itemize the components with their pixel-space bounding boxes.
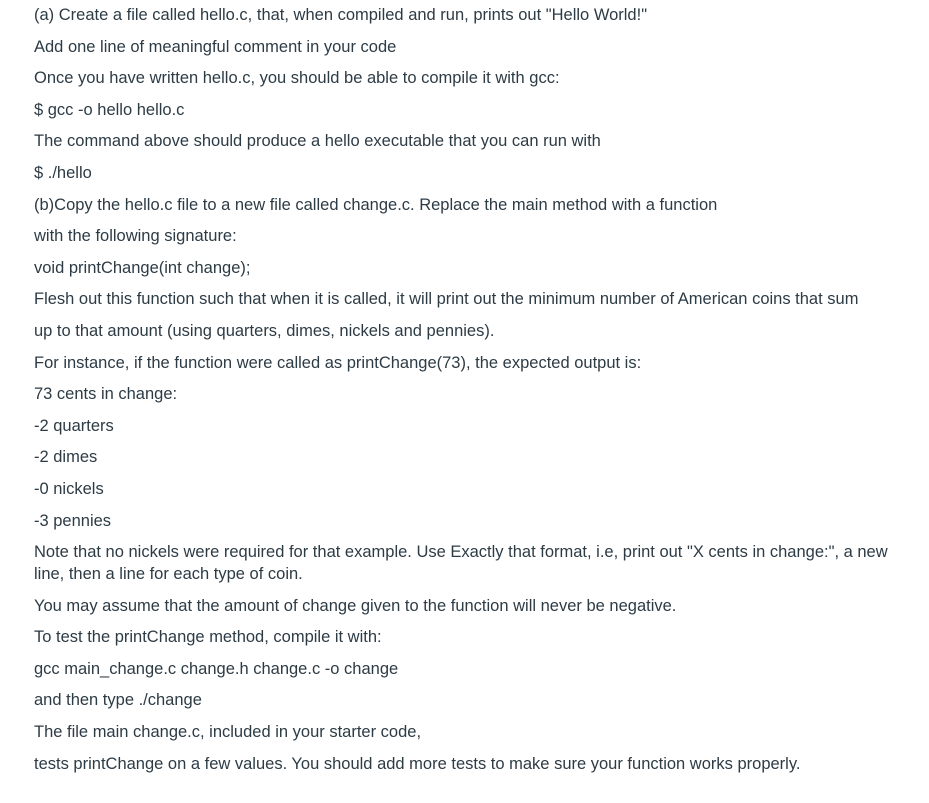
part-b-instruction: (b)Copy the hello.c file to a new file called change.c. Replace the main method with a function	[34, 195, 718, 214]
gcc-change-command: gcc main_change.c change.h change.c -o change	[34, 659, 399, 678]
example-pennies: -3 pennies	[34, 511, 112, 530]
non-negative-note: You may assume that the amount of change given to the function will never be negative.	[34, 596, 677, 615]
example-dimes: -2 dimes	[34, 448, 98, 467]
example-quarters: -2 quarters	[34, 416, 114, 435]
add-tests-note: tests printChange on a few values. You should add more tests to make sure your function works properly.	[34, 754, 801, 773]
function-signature: void printChange(int change);	[34, 258, 251, 277]
compile-intro: Once you have written hello.c, you should be able to compile it with gcc:	[34, 69, 560, 88]
starter-code-note: The file main change.c, included in your starter code,	[34, 723, 422, 742]
example-intro: For instance, if the function were called as printChange(73), the expected output is:	[34, 353, 642, 372]
run-hello-command: $ ./hello	[34, 163, 92, 182]
example-nickels: -0 nickels	[34, 479, 104, 498]
part-a-instruction: (a) Create a file called hello.c, that, when compiled and run, prints out "Hello World!"	[34, 6, 648, 24]
gcc-hello-command: $ gcc -o hello hello.c	[34, 100, 185, 119]
executable-note: The command above should produce a hello executable that you can run with	[34, 132, 601, 151]
flesh-out-instruction: Flesh out this function such that when it is called, it will print out the minimum number of American coins that sum	[34, 290, 859, 309]
assignment-document	[34, 0, 894, 780]
test-intro: To test the printChange method, compile it with:	[34, 628, 382, 647]
format-note: Note that no nickels were required for that example. Use Exactly that format, i.e, print out "X cents in change:", a new line, then a line for each type of coin.	[34, 543, 893, 584]
coin-types-note: up to that amount (using quarters, dimes, nickels and pennies).	[34, 321, 495, 340]
signature-intro: with the following signature:	[34, 227, 237, 246]
comment-instruction: Add one line of meaningful comment in your code	[34, 37, 397, 56]
example-output-header: 73 cents in change:	[34, 385, 178, 404]
run-change-command: and then type ./change	[34, 691, 202, 710]
